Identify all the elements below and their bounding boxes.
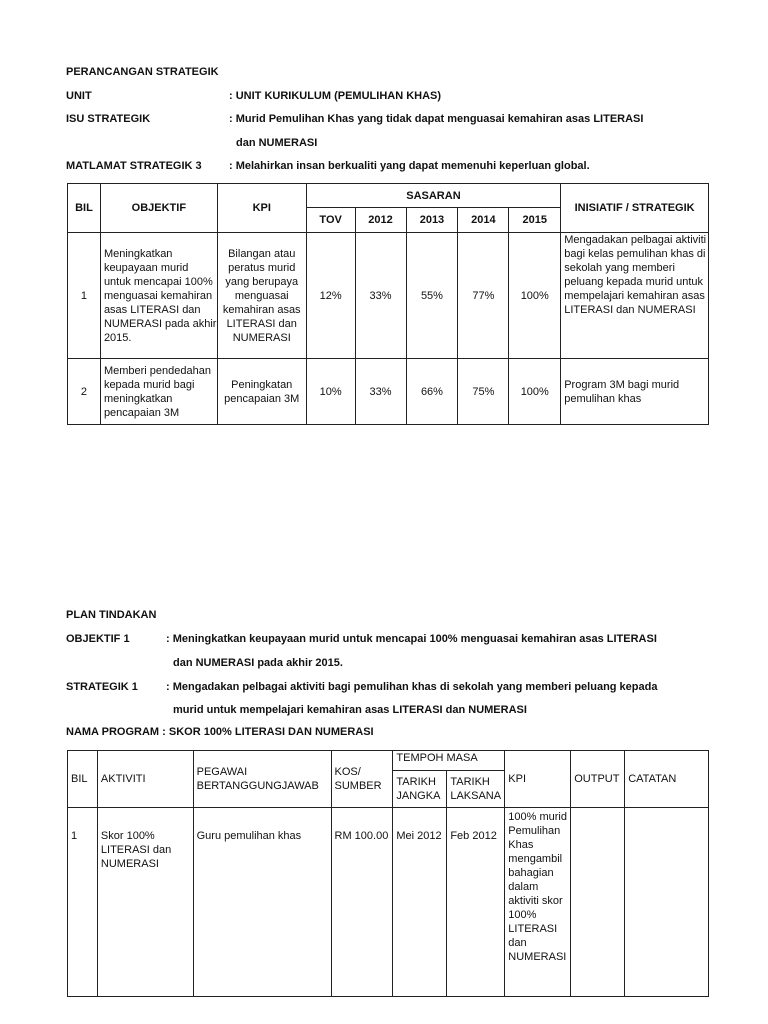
header-year: 2015 bbox=[509, 208, 561, 233]
unit-label: UNIT bbox=[66, 90, 92, 102]
matlamat-label: MATLAMAT STRATEGIK 3 bbox=[66, 160, 202, 172]
plan-title: PLAN TINDAKAN bbox=[66, 609, 157, 621]
header-tarikh-jangka: TARIKH JANGKA bbox=[393, 771, 447, 808]
table-row bbox=[68, 808, 709, 997]
header-year: 2013 bbox=[406, 208, 458, 233]
objektif-value-line1: : Meningkatkan keupayaan murid untuk mencapai 100% menguasai kemahiran asas LITERASI bbox=[166, 633, 657, 645]
strategy-table bbox=[67, 183, 709, 425]
header-inisiatif: INISIATIF / STRATEGIK bbox=[561, 184, 709, 233]
header-catatan: CATATAN bbox=[625, 751, 709, 808]
cell-bil: 1 bbox=[68, 808, 98, 997]
cell-value: 100% bbox=[509, 359, 561, 425]
unit-value: : UNIT KURIKULUM (PEMULIHAN KHAS) bbox=[229, 90, 442, 102]
header-bil: BIL bbox=[68, 751, 98, 808]
cell-value: 77% bbox=[458, 233, 509, 359]
header-pegawai: PEGAWAI BERTANGGUNGJAWAB bbox=[193, 751, 331, 808]
header-year: 2014 bbox=[458, 208, 509, 233]
header-objektif: OBJEKTIF bbox=[100, 184, 217, 233]
header-tempoh: TEMPOH MASA bbox=[393, 751, 505, 771]
strategik-label: STRATEGIK 1 bbox=[66, 681, 138, 693]
header-aktiviti: AKTIVITI bbox=[97, 751, 193, 808]
isu-label: ISU STRATEGIK bbox=[66, 113, 151, 125]
program-name: NAMA PROGRAM : SKOR 100% LITERASI DAN NUMERASI bbox=[66, 726, 374, 738]
cell-aktiviti: Skor 100% LITERASI dan NUMERASI bbox=[97, 808, 193, 997]
objektif-value-line2: dan NUMERASI pada akhir 2015. bbox=[173, 657, 343, 669]
cell-value: 55% bbox=[406, 233, 458, 359]
cell-value: 33% bbox=[355, 233, 406, 359]
isu-value-line1: : Murid Pemulihan Khas yang tidak dapat menguasai kemahiran asas LITERASI bbox=[229, 113, 644, 125]
strategik-value-line2: murid untuk mempelajari kemahiran asas LITERASI dan NUMERASI bbox=[173, 704, 527, 716]
action-plan-table bbox=[67, 750, 709, 997]
cell-objektif: Memberi pendedahan kepada murid bagi meningkatkan pencapaian 3M bbox=[100, 359, 217, 425]
header-bil: BIL bbox=[68, 184, 101, 233]
objektif-label: OBJEKTIF 1 bbox=[66, 633, 130, 645]
cell-inisiatif: Mengadakan pelbagai aktiviti bagi kelas pemulihan khas di sekolah yang memberi peluang kepada murid untuk mempelajari kemahiran asas LITERASI dan NUMERASI bbox=[561, 233, 709, 359]
cell-value: 10% bbox=[306, 359, 355, 425]
cell-objektif: Meningkatkan keupayaan murid untuk mencapai 100% menguasai kemahiran asas LITERASI dan NUMERASI pada akhir 2015. bbox=[100, 233, 217, 359]
cell-tarikh-jangka: Mei 2012 bbox=[393, 808, 447, 997]
cell-value: 12% bbox=[306, 233, 355, 359]
document-title: PERANCANGAN STRATEGIK bbox=[66, 66, 219, 78]
cell-catatan bbox=[625, 808, 709, 997]
strategik-value-line1: : Mengadakan pelbagai aktiviti bagi pemulihan khas di sekolah yang memberi peluang kepada bbox=[166, 681, 658, 693]
header-kos: KOS/ SUMBER bbox=[331, 751, 393, 808]
cell-value: 66% bbox=[406, 359, 458, 425]
header-year: TOV bbox=[306, 208, 355, 233]
matlamat-value: : Melahirkan insan berkualiti yang dapat memenuhi keperluan global. bbox=[229, 160, 590, 172]
cell-kpi: Peningkatan pencapaian 3M bbox=[217, 359, 306, 425]
cell-tarikh-laksana: Feb 2012 bbox=[447, 808, 505, 997]
cell-value: 33% bbox=[355, 359, 406, 425]
header-output: OUTPUT bbox=[571, 751, 625, 808]
table-row bbox=[68, 233, 709, 359]
table-row bbox=[68, 359, 709, 425]
header-tarikh-laksana: TARIKH LAKSANA bbox=[447, 771, 505, 808]
header-sasaran: SASARAN bbox=[306, 184, 561, 208]
header-kpi: KPI bbox=[505, 751, 571, 808]
header-kpi: KPI bbox=[217, 184, 306, 233]
cell-kos: RM 100.00 bbox=[331, 808, 393, 997]
header-year: 2012 bbox=[355, 208, 406, 233]
cell-pegawai: Guru pemulihan khas bbox=[193, 808, 331, 997]
cell-value: 100% bbox=[509, 233, 561, 359]
cell-kpi: 100% murid Pemulihan Khas mengambil bahagian dalam aktiviti skor 100% LITERASI dan NUMERASI bbox=[505, 808, 571, 997]
isu-value-line2: dan NUMERASI bbox=[236, 137, 318, 149]
cell-inisiatif: Program 3M bagi murid pemulihan khas bbox=[561, 359, 709, 425]
cell-output bbox=[571, 808, 625, 997]
cell-value: 75% bbox=[458, 359, 509, 425]
cell-kpi: Bilangan atau peratus murid yang berupaya menguasai kemahiran asas LITERASI dan NUMERASI bbox=[217, 233, 306, 359]
cell-bil: 1 bbox=[68, 233, 101, 359]
cell-bil: 2 bbox=[68, 359, 101, 425]
